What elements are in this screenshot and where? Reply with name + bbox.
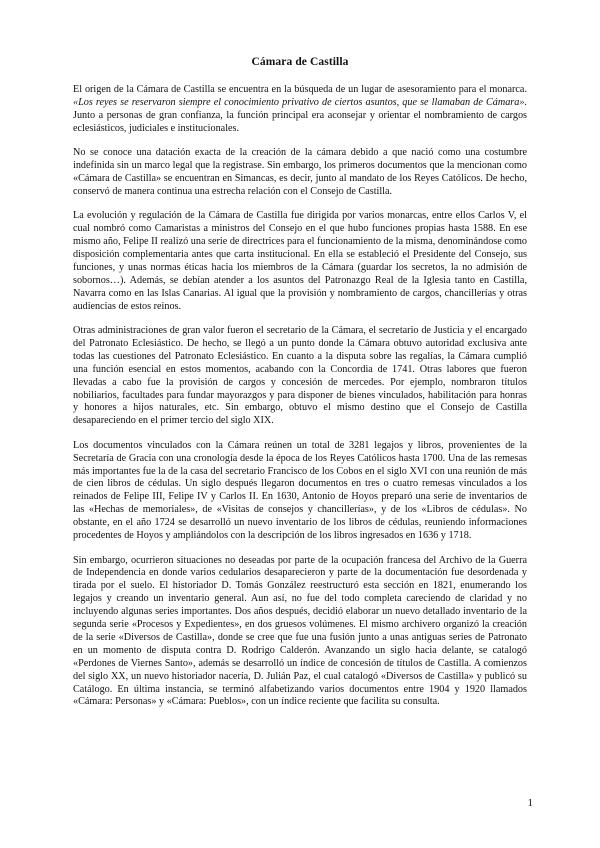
paragraph-4 [73,325,527,428]
document-body [73,84,527,721]
paragraph-1 [73,84,527,136]
paragraph-1-quote: «Los reyes se reservaron siempre el conocimiento privativo de ciertos asuntos, que se llamaban de Cámara». [73,96,527,108]
paragraph-6-text: Sin embargo, ocurrieron situaciones no deseadas por parte de la ocupación francesa del Archivo de la Guerra de Independencia en donde varios cedularios desaparecieron y parte de la documentación fue desordenada y tirada por el suelo. El historiador D. Tomás González reestructuró esta sección en 1821, enumerando los legajos y creando un inventario general. Aun así, no fue del todo completa careciendo de claridad y no incluyendo algunas series importantes. Dos años después, decidió elaborar un nuevo detallado inventario de la segunda serie «Procesos y Expedientes», en dos gruesos volúmenes. El mismo archivero organizó la creación de la serie «Diversos de Castilla», donde se cree que fue una fusión junto a unas antiguas series de Patronato en un momento de disputa contra D. Rodrigo Calderón. Avanzando un siglo hacia delante, se catalogó «Perdones de Viernes Santo», además se desarrolló un índice de concesión de títulos de Castilla. A comienzos del siglo XX, un nuevo historiador nacería, D. Julián Paz, el cual catalogó «Diversos de Castilla» y publicó su Catálogo. En última instancia, se terminó alfabetizando varios documentos entre 1904 y 1920 llamados «Cámara: Personas» y «Cámara: Pueblos», con un índice reciente que facilita su consulta. [73,554,527,708]
paragraph-4-text: Otras administraciones de gran valor fueron el secretario de la Cámara, el secretario de Justicia y el encargado del Patronato Eclesiástico. De hecho, se llegó a un punto donde la Cámara obtuvo autoridad exclusiva ante todas las cuestiones del Patronato Eclesiástico. En cuanto a la disputa sobre las regalías, la Cámara cumplió una función esencial en estos momentos, acabando con la Concordia de 1741. Otras labores que fueron llevadas a cabo fue la provisión de cargos y concesión de mercedes. Por ejemplo, nombraron títulos nobiliarios, facultades para fundar mayorazgos y para disponer de bienes vinculados, habilitación para honras y honores a hijos naturales, etc. Sin embargo, obtuvo el mismo destino que el Consejo de Castilla desapareciendo en el primer tercio del siglo XIX. [73,325,527,427]
page-number: 1 [527,797,533,809]
paragraph-3-text: La evolución y regulación de la Cámara de Castilla fue dirigida por varios monarcas, entre ellos Carlos V, el cual nombró como Camaristas a ministros del Consejo en el que hubo funciones propias hasta 1588. En ese mismo año, Felipe II realizó una serie de directrices para el funcionamiento de la misma, denominándose como disposición complementaria antes que carta institucional. En ella se estableció el Presidente del Consejo, sus funciones, y unas normas éticas hacia los miembros de la Cámara (guardar los secretos, la no admisión de sobornos…). Además, se debían atender a los asuntos del Patronazgo Real de la Iglesia tanto en Castilla, Navarra como en las Islas Canarias. Al igual que la provisión y nombramiento de cargos, chancillerías y otras audiencias de estos reinos. [73,210,527,312]
document-title: Cámara de Castilla [251,56,349,68]
paragraph-3 [73,210,527,313]
paragraph-5-text: Los documentos vinculados con la Cámara reúnen un total de 3281 legajos y libros, provenientes de la Secretaría de Gracia con una cronología desde la época de los Reyes Católicos hasta 1700. Una de las remesas más importantes fue la de la casa del secretario Francisco de los Cobos en el siglo XVI con una reunión de más de cien libros de cédulas. Un siglo después llegaron documentos en tres o cuatro remesas vinculados a los reinados de Felipe III, Felipe IV y Carlos II. En 1630, Antonio de Hoyos preparó una serie de inventarios de las «Hechas de memoriales», de «Visitas de consejos y chancillerías», y de los «Libros de cédulas». No obstante, en el año 1724 se desarrolló un nuevo inventario de los libros de cédulas, reuniendo informaciones procedentes de Hoyos y ampliándolos con la descripción de los libros ingresados en 1636 y 1718. [73,439,527,542]
paragraph-2 [73,147,527,199]
paragraph-1-text-end: Junto a personas de gran confianza, la función principal era aconsejar y orientar el nombramiento de cargos eclesiásticos, judiciales e institucionales. [73,109,527,134]
paragraph-6 [73,555,527,710]
paragraph-5 [73,440,527,543]
paragraph-1-text: El origen de la Cámara de Castilla se encuentra en la búsqueda de un lugar de asesoramiento para el monarca. [73,84,527,95]
paragraph-2-text: No se conoce una datación exacta de la creación de la cámara debido a que nació como una costumbre indefinida sin un marco legal que la registrase. Sin embargo, los primeros documentos que la mencionan como «Cámara de Castilla» se encuentran en Simancas, es decir, junto al mandato de los Reyes Católicos. De hecho, conservó de manera continua una estrecha relación con el Consejo de Castilla. [73,147,527,197]
